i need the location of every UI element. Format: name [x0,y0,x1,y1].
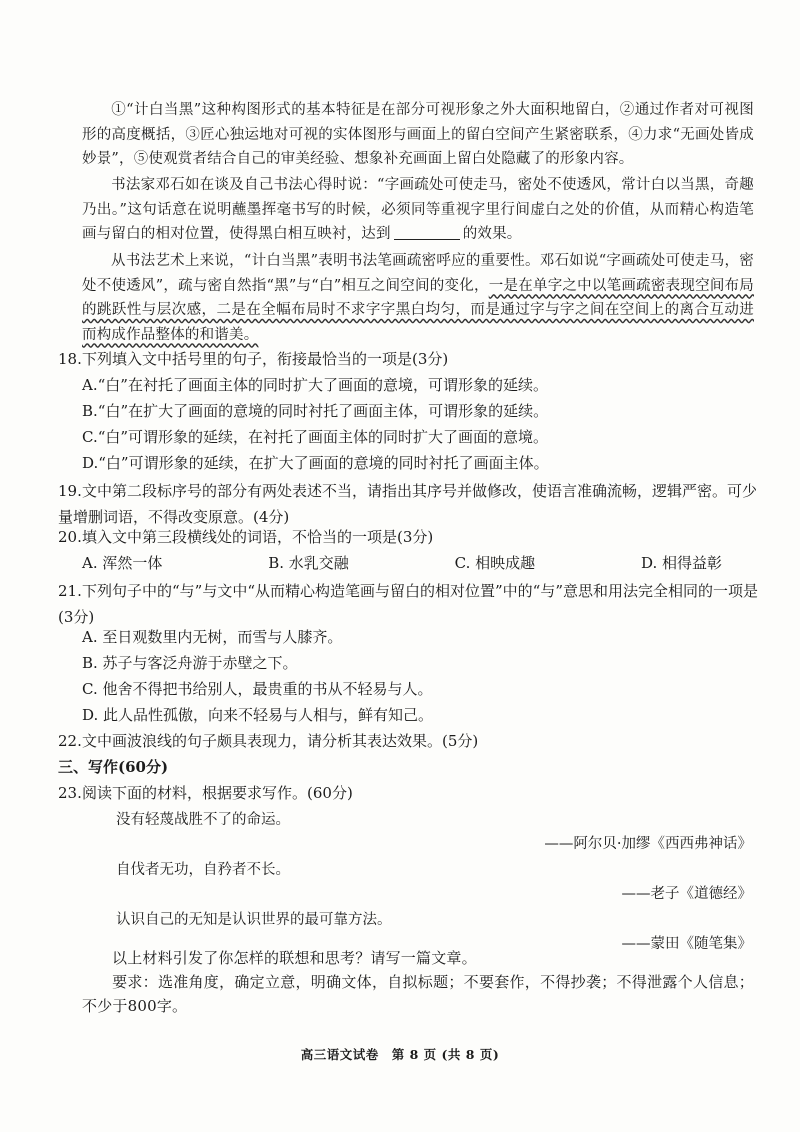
question-19-stem: 文中第二段标序号的部分有两处表述不当，请指出其序号并做修改，使语言准确流畅，逻辑严密。可少量增删词语，不得改变原意。(4分) [58,482,758,526]
fill-blank-line [394,225,460,240]
question-20: 20.填入文中第三段横线处的词语，不恰当的一项是(3分) [58,528,434,546]
question-22: 22.文中画波浪线的句子颇具表现力，请分析其表达效果。(5分) [58,732,479,750]
question-19: 19.文中第二段标序号的部分有两处表述不当，请指出其序号并做修改，使语言准确流畅，逻辑严密。可少量增删词语，不得改变原意。(4分) [58,482,758,526]
question-21: 21.下列句子中的“与”与文中“从而精心构造笔画与留白的相对位置”中的“与”意思和用法完全相同的一项是(3分) [58,582,759,626]
page-footer: 高三语文试卷 第 8 页 (共 8 页) [300,1047,500,1062]
passage-paragraph-1: ①“计白当黑”这种构图形式的基本特征是在部分可视形象之外大面积地留白，②通过作者对可视图形的高度概括，③匠心独运地对可视的实体图形与画面上的留白空间产生紧密联系，④力求“无画处皆成妙景”，⑤使观赏者结合自己的审美经验、想象补充画面上留白处隐藏了的形象内容。 [82,102,754,168]
q21-option-a: A. 至日观数里内无树，而雪与人膝齐。 [82,628,343,646]
wavy-underlined-sentence: 一是在单字之中以笔画疏密表现空间布局的跳跃性与层次感，二是在全幅布局时不求字字黑白均匀，而是通过字与字之间在空间上的离合互动进而构成作品整体的和谐美。 [82,277,754,343]
q18-option-a: A.“白”在衬托了画面主体的同时扩大了画面的意境，可谓形象的延续。 [82,376,548,394]
q20-option-b: B. 水乳交融 [268,554,349,572]
q20-option-a: A. 浑然一体 [82,554,163,572]
question-20-stem: 填入文中第三段横线处的词语，不恰当的一项是(3分) [82,528,434,546]
material-source-3: ——蒙田《随笔集》 [621,936,752,952]
question-21-stem: 下列句子中的“与”与文中“从而精心构造笔画与留白的相对位置”中的“与”意思和用法完全相同的一项是(3分) [58,582,759,626]
q18-option-d: D.“白”可谓形象的延续，在扩大了画面的意境的同时衬托了画面主体。 [82,454,549,472]
q21-option-d: D. 此人品性孤傲，向来不轻易与人相与，鲜有知己。 [82,706,434,724]
q20-option-d: D. 相得益彰 [640,554,722,572]
material-quote-3: 认识自己的无知是认识世界的最可靠方法。 [116,912,392,928]
material-quote-1: 没有轻蔑战胜不了的命运。 [116,812,290,828]
material-source-1: ——阿尔贝·加缪《西西弗神话》 [544,836,752,852]
q21-option-c: C. 他舍不得把书给别人，最贵重的书从不轻易与人。 [82,680,433,698]
q21-option-b: B. 苏子与客泛舟游于赤壁之下。 [82,654,298,672]
writing-prompt: 以上材料引发了你怎样的联想和思考？请写一篇文章。 [112,949,477,967]
material-source-2: ——老子《道德经》 [621,886,752,902]
q20-options [82,552,722,573]
question-22-stem: 文中画波浪线的句子颇具表现力，请分析其表达效果。(5分) [82,732,479,750]
section-heading-writing: 三、写作(60分) [58,758,169,776]
q18-option-c: C.“白”可谓形象的延续，在衬托了画面主体的同时扩大了画面的意境。 [82,428,549,446]
writing-requirements: 要求：选准角度，确定立意，明确文体，自拟标题；不要套作，不得抄袭；不得泄露个人信息；不少于800字。 [82,973,754,1015]
question-18-stem: 下列填入文中括号里的句子，衔接最恰当的一项是(3分) [82,350,449,368]
q20-option-c: C. 相映成趣 [454,554,536,572]
question-23-stem: 阅读下面的材料，根据要求写作。(60分) [82,784,353,802]
q18-option-b: B.“白”在扩大了画面的意境的同时衬托了画面主体，可谓形象的延续。 [82,402,549,420]
question-18: 18.下列填入文中括号里的句子，衔接最恰当的一项是(3分) [58,350,449,368]
passage-paragraph-2: 书法家邓石如在谈及自己书法心得时说：“字画疏处可使走马，密处不使透风，常计白以当黑，奇趣乃出。”这句话意在说明蘸墨挥毫书写的时候，必须同等重视字里行间虚白之处的价值，从而精心构造笔画与留白的相对位置，使得黑白相互映衬，达到 的效果。 [82,177,754,243]
passage-paragraph-3: 从书法艺术上来说，“计白当黑”表明书法笔画疏密呼应的重要性。邓石如说“字画疏处可使走马，密处不使透风”，疏与密自然指“黑”与“白”相互之间空间的变化，一是在单字之中以笔画疏密表现空间布局的跳跃性与层次感，二是在全幅布局时不求字字黑白均匀，而是通过字与字之间在空间上的离合互动进而构成作品整体的和谐美。 [82,253,754,343]
material-quote-2: 自伐者无功，自矜者不长。 [116,862,290,878]
question-23: 23.阅读下面的材料，根据要求写作。(60分) [58,784,353,802]
